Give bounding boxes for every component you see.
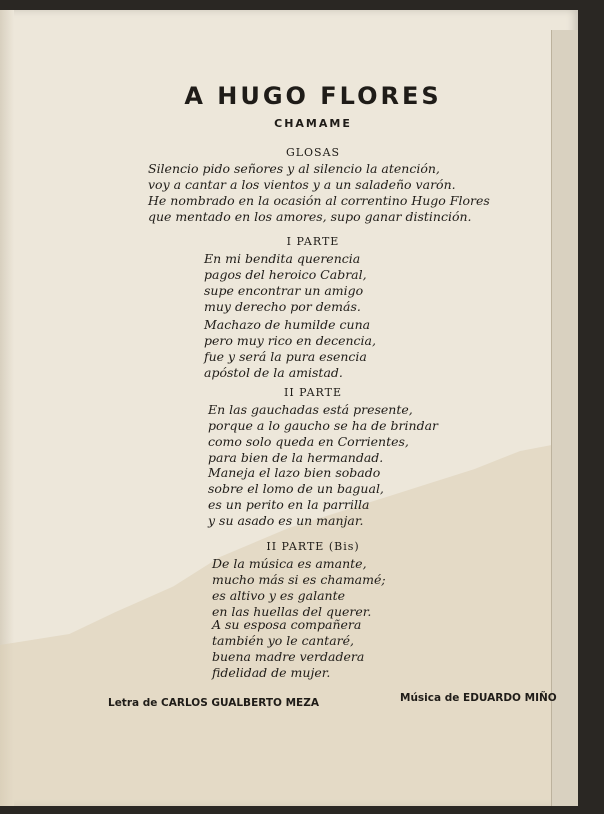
verse-line: sobre el lomo de un bagual, (208, 481, 384, 496)
verse-line: pero muy rico en decencia, (204, 333, 376, 348)
parte2-stanza1 (208, 402, 438, 466)
verse-line: Maneja el lazo bien sobado (208, 465, 381, 480)
parte3-stanza1 (212, 556, 386, 620)
verse-line: He nombrado en la ocasión al correntino Hugo Flores (148, 193, 490, 208)
verse-line: apóstol de la amistad. (204, 365, 343, 380)
song-title: A HUGO FLORES (184, 82, 442, 110)
verse-line: en las huellas del querer. (212, 604, 372, 619)
verse-line: fidelidad de mujer. (212, 665, 331, 680)
parte1-heading: I PARTE (286, 235, 340, 248)
verse-line: para bien de la hermandad. (208, 450, 384, 465)
parte3-heading: II PARTE (Bis) (266, 540, 360, 553)
verse-line: buena madre verdadera (212, 649, 365, 664)
verse-line: muy derecho por demás. (204, 299, 361, 314)
verse-line: que mentado en los amores, supo ganar distinción. (148, 209, 472, 224)
verse-line: porque a lo gaucho se ha de brindar (208, 418, 438, 433)
song-genre: CHAMAME (274, 117, 352, 130)
verse-line: A su esposa compañera (212, 617, 362, 632)
verse-line: fue y será la pura esencia (204, 349, 367, 364)
verse-line: pagos del heroico Cabral, (204, 267, 367, 282)
parte2-stanza2 (208, 465, 384, 529)
glosas-heading: GLOSAS (285, 146, 341, 159)
lyrics-credit: Letra de CARLOS GUALBERTO MEZA (108, 697, 319, 709)
verse-line: y su asado es un manjar. (208, 513, 364, 528)
verse-line: Machazo de humilde cuna (204, 317, 371, 332)
verse-line: es altivo y es galante (212, 588, 346, 603)
verse-line: Silencio pido señores y al silencio la atención, (148, 161, 440, 176)
verse-line: En mi bendita querencia (204, 251, 361, 266)
parte1-stanza1 (204, 251, 367, 315)
parte2-heading: II PARTE (284, 386, 342, 399)
verse-line: De la música es amante, (212, 556, 367, 571)
verse-line: como solo queda en Corrientes, (208, 434, 409, 449)
verse-line: mucho más si es chamamé; (212, 572, 386, 587)
music-credit: Música de EDUARDO MIÑO (400, 692, 557, 704)
parte1-stanza2 (204, 317, 376, 381)
glosas-stanza (148, 161, 490, 225)
verse-line: también yo le cantaré, (212, 633, 355, 648)
verse-line: es un perito en la parrilla (208, 497, 370, 512)
verse-line: En las gauchadas está presente, (208, 402, 413, 417)
verse-line: supe encontrar un amigo (204, 283, 364, 298)
verse-line: voy a cantar a los vientos y a un saladeño varón. (148, 177, 456, 192)
parte3-stanza2 (212, 617, 364, 681)
